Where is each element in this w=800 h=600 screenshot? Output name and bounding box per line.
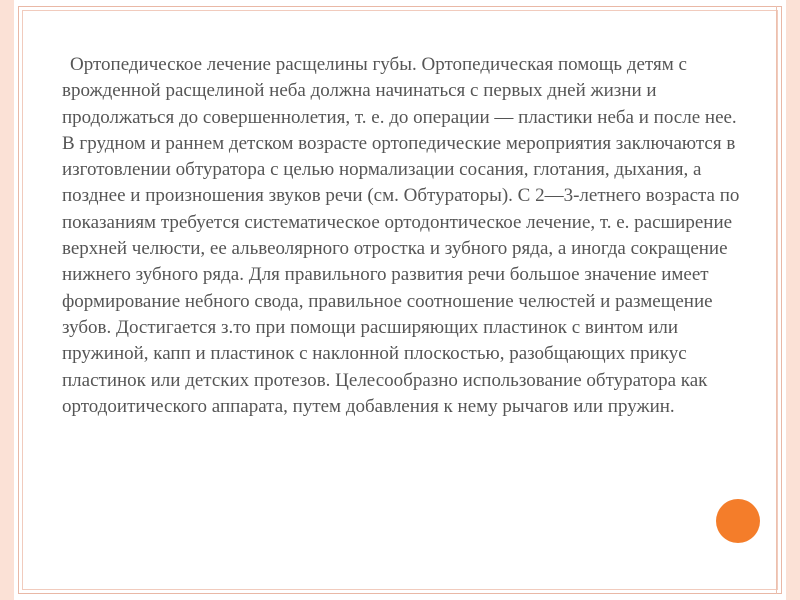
slide-body-text: Ортопедическое лечение расщелины губы. Ортопедическая помощь детям с врожденной расщелиной неба должна начинаться с первых дней жизни и продолжаться до совершеннолетия, т. е. до операции — пластики неба и после нее. В грудном и раннем детском возрасте ортопедические мероприятия заключаются в изготовлении обтуратора с целью нормализации сосания, глотания, дыхания, а позднее и произношения звуков речи (см. Обтураторы). С 2—3-летнего возраста по показаниям требуется систематическое ортодонтическое лечение, т. е. расширение верхней челюсти, ее альвеолярного отростка и зубного ряда, а иногда сокращение нижнего зубного ряда. Для правильного развития речи большое значение имеет формирование небного свода, правильное соотношение челюстей и размещение зубов. Достигается з.то при помощи расширяющих пластинок с винтом или пружиной, капп и пластинок с наклонной плоскостью, разобщающих прикус пластинок или детских протезов. Целесообразно использование обтуратора как ортодоитического аппарата, путем добавления к нему рычагов или пружин. xyxy=(62,54,740,417)
frame-band-right xyxy=(786,0,800,600)
frame-vertical-line xyxy=(776,6,777,594)
orange-circle-decoration xyxy=(716,499,760,543)
frame-band-left xyxy=(0,0,14,600)
